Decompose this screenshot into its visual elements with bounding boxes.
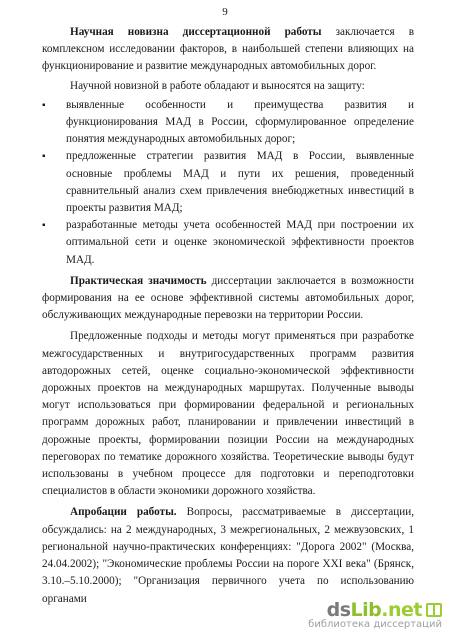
book-icon (426, 603, 442, 617)
practical-paragraph (42, 273, 414, 325)
novelty-bullet-list (42, 97, 414, 269)
methods-paragraph: Предложенные подходы и методы могут применяться при разработке межгосударственных и внутригосударственных программ развития автодорожных сетей, оценке социально-экономической эффективности дорожных проектов на международных маршрутах. Полученные выводы могут использоваться при формировании федеральной и региональных программ дорожных работ, планировании и привлечении инвестиций в дорожные проекты, формировании позиции России на международных переговорах по тематике дорожного хозяйства. Теоретические выводы будут использованы в учебном процессе для подготовки и переподготовки специалистов в области экономики дорожного хозяйства. (42, 330, 414, 498)
bullet-text: разработанные методы учета особенностей МАД при построении их оптимальной сети и оценке экономической эффективности проектов МАД. (66, 219, 414, 266)
watermark-logo-ds: ds (326, 599, 351, 621)
bullet-icon: ▪ (42, 220, 46, 232)
bullet-text: выявленные особенности и преимущества развития и функционирования МАД в России, сформулированное определение понятия международных автомобильных дорог; (66, 98, 414, 146)
approbation-paragraph (42, 504, 414, 607)
protection-intro: Научной новизной в работе обладают и выносятся на защиту: (70, 79, 365, 92)
watermark-subtitle: библиотека диссертаций (308, 619, 442, 630)
bullet-icon: ▪ (42, 99, 46, 111)
bullet-icon: ▪ (42, 151, 46, 163)
bullet-text: предложенные стратегии развития МАД в России, выявленные основные проблемы МАД и пути их решения, проведенный сравнительный анализ схем привлечения внебюджетных инвестиций в проекты развития МАД; (66, 150, 414, 215)
watermark-logo-net: .net (381, 599, 422, 621)
watermark-logo-lib: Lib (350, 599, 382, 621)
novelty-text: заключается в комплексном исследовании факторов, в наибольшей степени влияющих на функционирование и развитие международных автомобильных дорог. (42, 26, 414, 73)
document-body (42, 24, 414, 610)
watermark-logo (308, 599, 442, 621)
list-item (42, 217, 414, 269)
practical-heading: Практическая значимость (70, 274, 207, 287)
watermark (308, 599, 442, 630)
novelty-paragraph (42, 24, 414, 76)
approbation-text: Вопросы, рассматриваемые в диссертации, обсуждались: на 2 международных, 3 межрегиональных, 2 межвузовских, 1 региональной научно-практических конференциях: "Дорога 2002" (Москва, 24.04.2002); "Экономические проблемы России на пороге XXI века" (Брянск, 3.10.–5.10.2000); "Организация первичного учета по использованию органами (42, 506, 414, 605)
novelty-heading: Научная новизна диссертационной работы (70, 26, 322, 38)
list-item (42, 148, 414, 217)
approbation-heading: Апробации работы. (70, 506, 177, 519)
page-number: 9 (222, 6, 228, 18)
list-item (42, 97, 414, 149)
practical-text: диссертации заключается в возможности формирования на ее основе эффективной системы автомобильных дорог, обслуживающих международные перевозки на территории России. (42, 274, 414, 322)
